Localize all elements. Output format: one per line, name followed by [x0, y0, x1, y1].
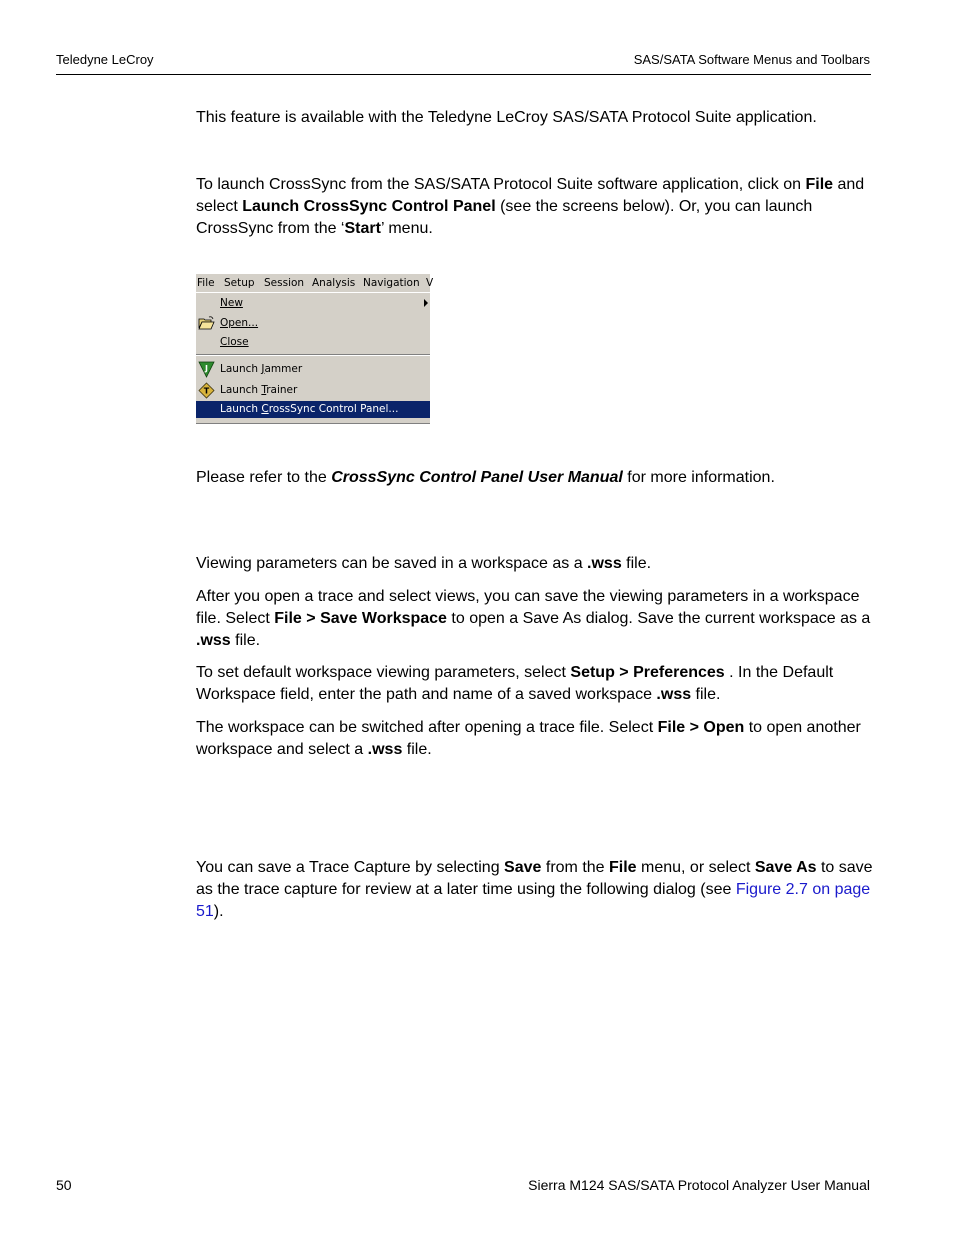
paragraph-workspace-save: Viewing parameters can be saved in a workspace as a .wss file. — [196, 555, 652, 572]
menu-bar — [196, 274, 434, 292]
menu-separator — [196, 354, 430, 356]
menu-file[interactable]: File — [197, 277, 215, 289]
header-rule — [56, 74, 871, 75]
jammer-icon — [198, 361, 215, 378]
menu-item-launch-jammer[interactable]: J Launch Jammer — [196, 360, 430, 379]
header-left: Teledyne LeCroy — [56, 52, 154, 67]
paragraph-launch-crosssync: To launch CrossSync from the SAS/SATA Protocol Suite software application, click on File and select Launch CrossSync Control Panel (see the screens below). Or, you can launch CrossSync from the ‘Start’ menu. — [196, 176, 865, 237]
submenu-arrow-icon — [424, 299, 428, 307]
menu-view[interactable]: V — [426, 277, 434, 289]
menu-item-new[interactable]: New — [196, 294, 430, 313]
menu-session[interactable]: Session — [264, 277, 305, 289]
paragraph-refer-manual: Please refer to the CrossSync Control Panel User Manual for more information. — [196, 469, 775, 486]
paragraph-availability: This feature is available with the Teledyne LeCroy SAS/SATA Protocol Suite application. — [196, 109, 817, 126]
paragraph-switch-workspace: The workspace can be switched after opening a trace file. Select File > Open to open another workspace and select a .wss file. — [196, 719, 861, 758]
menu-item-open[interactable]: Open... — [196, 314, 430, 333]
page-number: 50 — [56, 1177, 72, 1193]
menu-item-launch-trainer[interactable]: T Launch Trainer — [196, 381, 430, 400]
menu-item-launch-crosssync[interactable]: Launch CrossSync Control Panel... — [196, 401, 430, 418]
figure-link[interactable]: Figure 2.7 on page 51 — [196, 881, 871, 920]
folder-open-icon — [198, 315, 215, 332]
svg-text:T: T — [203, 386, 210, 396]
menu-analysis[interactable]: Analysis — [312, 277, 356, 289]
menu-bar-divider — [196, 292, 430, 293]
svg-text:J: J — [205, 364, 208, 373]
file-menu-screenshot — [196, 274, 434, 424]
paragraph-default-workspace: To set default workspace viewing parameters, select Setup > Preferences . In the Default Workspace field, enter the path and name of a saved workspace .wss file. — [196, 664, 834, 703]
menu-navigation[interactable]: Navigation — [363, 277, 420, 289]
header-right: SAS/SATA Software Menus and Toolbars — [633, 52, 870, 67]
trainer-icon — [198, 382, 215, 399]
menu-item-close[interactable]: Close — [220, 336, 249, 348]
paragraph-workspace-file: After you open a trace and select views, you can save the viewing parameters in a workspace file. Select File > Save Workspace to open a Save As dialog. Save the current workspace as a .wss file. — [196, 588, 871, 649]
menu-setup[interactable]: Setup — [224, 277, 255, 289]
paragraph-save-trace: You can save a Trace Capture by selecting Save from the File menu, or select Save As to save as the trace capture for review at a later time using the following dialog (see Figure 2.7 on page 51). — [196, 859, 873, 920]
footer-title: Sierra M124 SAS/SATA Protocol Analyzer User Manual — [528, 1177, 870, 1193]
